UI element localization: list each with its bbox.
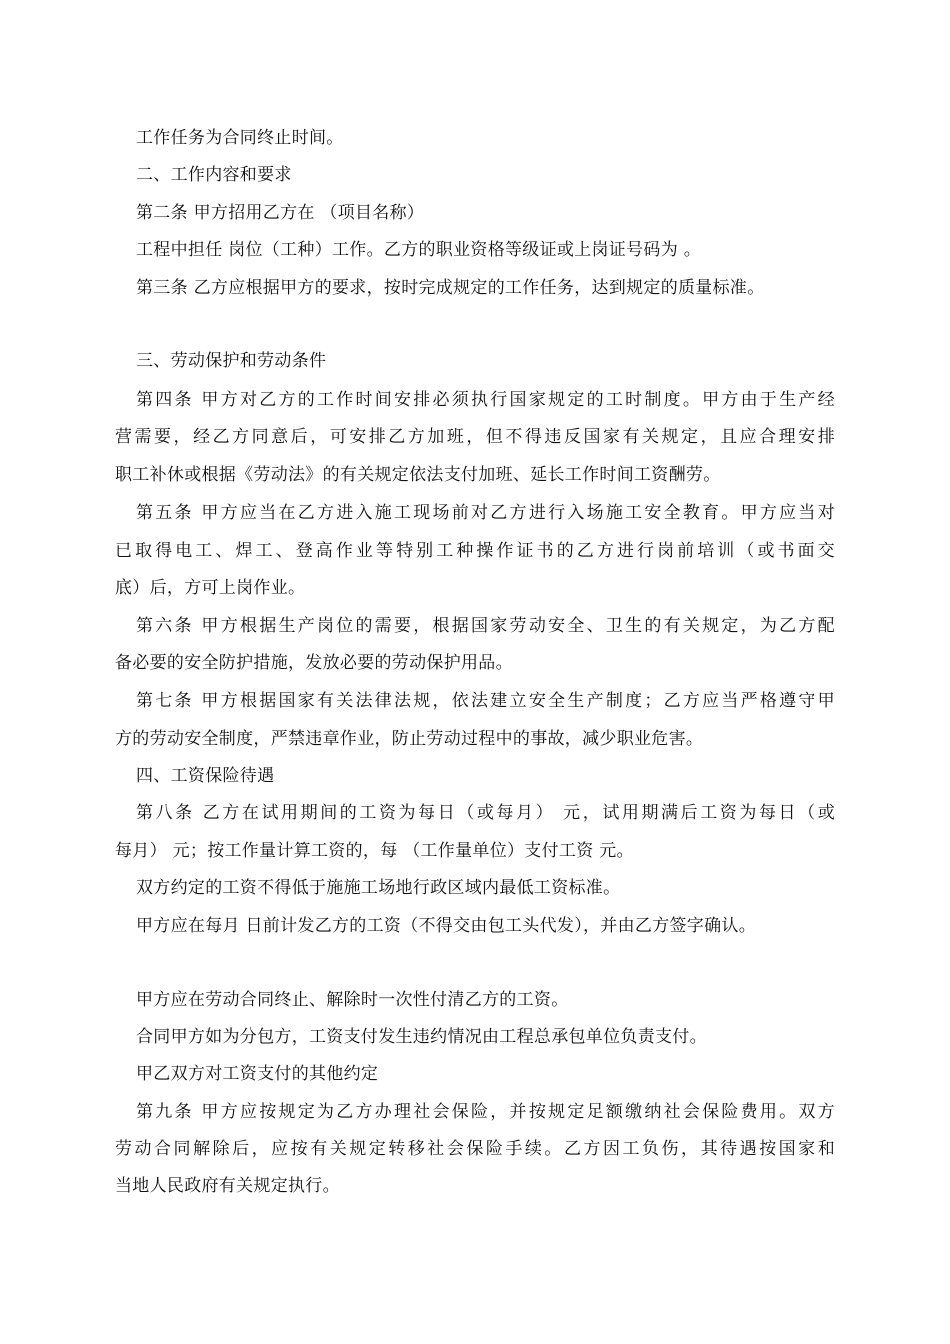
- clause-line: 第四条 甲方对乙方的工作时间安排必须执行国家规定的工时制度。甲方由于生产经: [136, 390, 835, 410]
- text-line: 已取得电工、焊工、登高作业等特别工种操作证书的乙方进行岗前培训（或书面交: [115, 541, 835, 561]
- text-line: 底）后，方可上岗作业。: [115, 578, 306, 598]
- text-line: 工程中担任 岗位（工种）工作。乙方的职业资格等级证或上岗证号码为 。: [136, 240, 702, 260]
- section-heading: 四、工资保险待遇: [136, 766, 275, 786]
- text-line: 每月） 元；按工作量计算工资的，每 （工作量单位）支付工资 元。: [115, 841, 634, 861]
- clause-line: 第二条 甲方招用乙方在 （项目名称）: [136, 203, 425, 223]
- text-line: 双方约定的工资不得低于施施工场地行政区域内最低工资标准。: [136, 878, 621, 898]
- text-line: 甲方应在每月 日前计发乙方的工资（不得交由包工头代发），并由乙方签字确认。: [136, 916, 757, 936]
- text-line: 甲方应在劳动合同终止、解除时一次性付清乙方的工资。: [136, 990, 569, 1010]
- section-heading: 三、劳动保护和劳动条件: [136, 351, 327, 371]
- text-line: 备必要的安全防护措施，发放必要的劳动保护用品。: [115, 653, 513, 673]
- text-line: 劳动合同解除后，应按有关规定转移社会保险手续。乙方因工负伤，其待遇按国家和: [115, 1139, 835, 1159]
- clause-line: 第五条 甲方应当在乙方进入施工现场前对乙方进行入场施工安全教育。甲方应当对: [136, 503, 835, 523]
- text-line: 甲乙双方对工资支付的其他约定: [136, 1064, 379, 1084]
- text-line: 方的劳动安全制度，严禁违章作业，防止劳动过程中的事故，减少职业危害。: [115, 729, 704, 749]
- clause-line: 第八条 乙方在试用期间的工资为每日（或每月） 元，试用期满后工资为每日（或: [136, 803, 835, 823]
- text-line: 职工补休或根据《劳动法》的有关规定依法支付加班、延长工作时间工资酬劳。: [115, 465, 721, 485]
- clause-line: 第三条 乙方应根据甲方的要求，按时完成规定的工作任务，达到规定的质量标准。: [136, 278, 765, 298]
- text-line: 营需要，经乙方同意后，可安排乙方加班，但不得违反国家有关规定，且应合理安排: [115, 427, 835, 447]
- clause-line: 第七条 甲方根据国家有关法律法规，依法建立安全生产制度；乙方应当严格遵守甲: [136, 691, 835, 711]
- text-line: 当地人民政府有关规定执行。: [115, 1176, 340, 1196]
- text-line: 合同甲方如为分包方，工资支付发生违约情况由工程总承包单位负责支付。: [136, 1027, 707, 1047]
- section-heading: 二、工作内容和要求: [136, 165, 292, 185]
- clause-line: 第九条 甲方应按规定为乙方办理社会保险，并按规定足额缴纳社会保险费用。双方: [136, 1102, 835, 1122]
- clause-line: 第六条 甲方根据生产岗位的需要，根据国家劳动安全、卫生的有关规定，为乙方配: [136, 616, 835, 636]
- text-line: 工作任务为合同终止时间。: [136, 128, 344, 148]
